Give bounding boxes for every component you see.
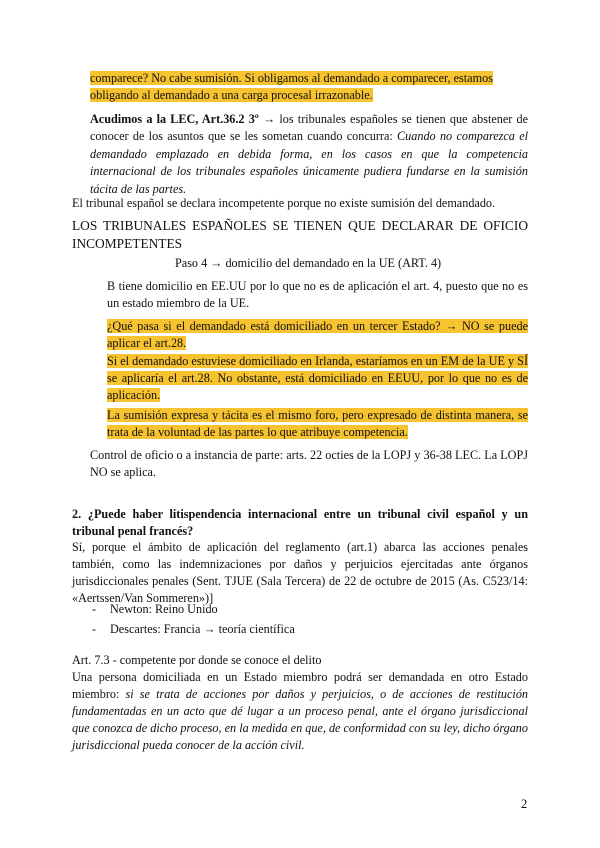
item-3-text: Si el demandado estuviese domiciliado en Irlanda, estaríamos en un EM de la UE y SÍ se aplicaría el art.28. No obstante, está domiciliado en EEUU, por lo que no es de aplicación.	[107, 354, 528, 402]
item-4-text: La sumisión expresa y tácita es el mismo foro, pero expresado de distinta manera, se trata de la voluntad de las partes lo que atribuye competencia.	[107, 408, 528, 439]
bullet-item-1	[92, 601, 528, 618]
bullet-1-text: Newton: Reino Unido	[110, 602, 218, 616]
lec-text: → los tribunales españoles se tienen que abstener de conocer de los asuntos que se les sometan cuando concurra:	[90, 112, 528, 144]
lec-italic: Cuando no comparezca el demandado emplazado en debida forma, en los casos en que la competencia internacional de los tribunales españoles únicamente pudiera fundarse en la sumisión tácita de las partes.	[90, 129, 528, 196]
art73-paragraph	[72, 669, 528, 754]
dash-icon: -	[92, 602, 97, 616]
bullet-list	[92, 601, 528, 638]
item-2-text: ¿Qué pasa si el demandado está domiciliado en un tercer Estado? → NO se puede aplicar el art.28.	[107, 319, 528, 350]
art73-heading: Art. 7.3 - competente por donde se conoce el delito	[72, 653, 322, 667]
incompetente-line: El tribunal español se declara incompetente porque no existe sumisión del demandado.	[72, 196, 496, 210]
highlight-line-2: obligando al demandado a una carga procesal irrazonable.	[90, 88, 373, 102]
item-1	[107, 278, 528, 312]
bullet-item-2	[92, 621, 528, 638]
question-2-body: Sí, porque el ámbito de aplicación del reglamento (art.1) abarca las acciones penales también, como las indemnizaciones por daños y perjuicios ejercitadas ante órganos jurisdiccionales penales (Sent. TJUE (Sala Tercera) de 22 de octubre de 2015 (As. C523/14: «Aertssen/Van Sommeren»)]	[72, 540, 528, 605]
top-paragraph	[90, 70, 528, 104]
highlight-line-1: comparece? No cabe sumisión. Si obligamos al demandado a comparecer, estamos	[90, 71, 493, 85]
lec-paragraph	[90, 111, 528, 198]
page-number: 2	[521, 797, 528, 811]
question-2-title: 2. ¿Puede haber litispendencia internacional entre un tribunal civil español y un tribunal penal francés?	[72, 507, 528, 538]
art73-italic: si se trata de acciones por daños y perjuicios, o de acciones de restitución fundamentadas en un acto que dé lugar a un proceso penal, ante el órgano jurisdiccional que conozca de dicho proceso, en la medida en que, de conformidad con su ley, dicho órgano jurisdiccional pueda conocer de la acción civil.	[72, 687, 529, 752]
lec-bold: Acudimos a la LEC, Art.36.2 3º	[90, 112, 259, 126]
control-paragraph: Control de oficio o a instancia de parte: arts. 22 octies de la LOPJ y 36-38 LEC. La LOPJ NO se aplica.	[90, 448, 528, 479]
item-1-text: B tiene domicilio en EE.UU por lo que no es de aplicación el art. 4, puesto que no es un estado miembro de la UE.	[107, 279, 528, 310]
dash-icon: -	[92, 622, 97, 636]
oficio-heading: LOS TRIBUNALES ESPAÑOLES SE TIENEN QUE DECLARAR DE OFICIO INCOMPETENTES	[72, 218, 528, 251]
item-4	[107, 407, 528, 441]
bullet-2-text: Descartes: Francia → teoría científica	[110, 622, 295, 636]
paso4-line: Paso 4 → domicilio del demandado en la UE (ART. 4)	[175, 256, 442, 270]
item-3	[107, 353, 528, 404]
art73-text: Una persona domiciliada en un Estado miembro podrá ser demandada en otro Estado miembro:	[72, 670, 528, 701]
item-2	[107, 318, 528, 352]
